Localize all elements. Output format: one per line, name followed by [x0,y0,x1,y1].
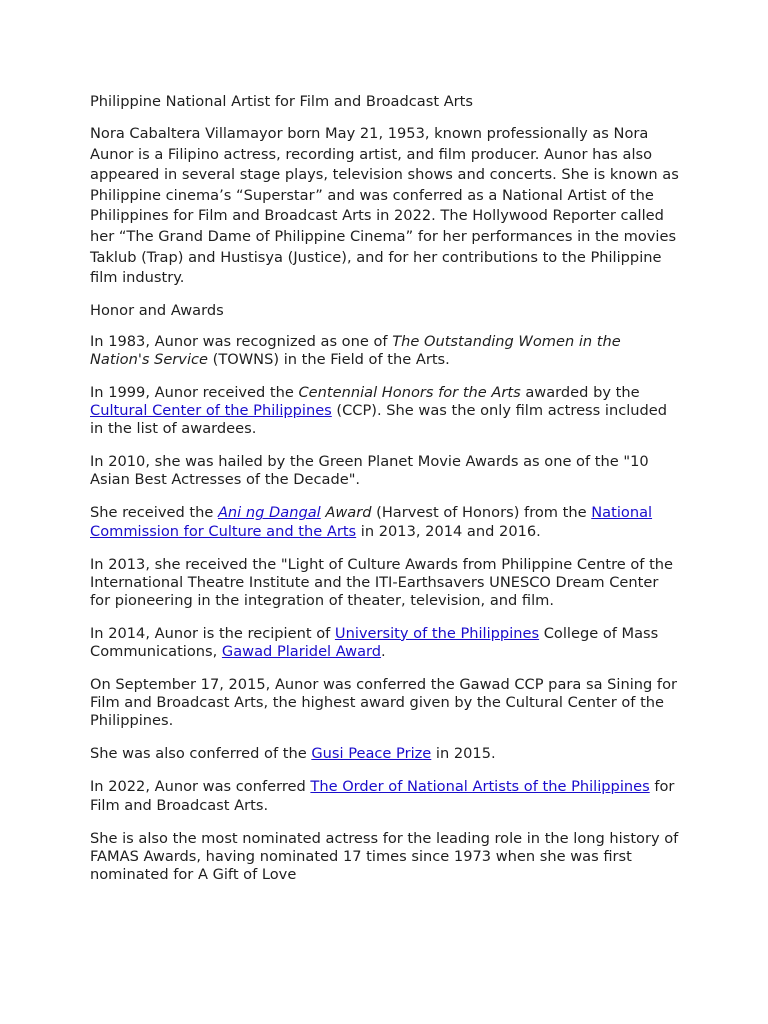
paragraph-1983 [90,333,682,369]
paragraph-2013: In 2013, she received the "Light of Culture Awards from Philippine Centre of the International Theatre Institute and the ITI-Earthsavers UNESCO Dream Center for pioneering in the integration of theater, television, and film. [90,555,674,609]
text-segment: (CCP). She was the only film actress included in the list of awardees. [90,402,668,438]
text-segment: for Film and Broadcast Arts. [90,778,675,814]
document-body [90,92,682,899]
text-segment: in 2013, 2014 and 2016. [356,522,541,540]
link-gusi-peace-prize[interactable]: Gusi Peace Prize [311,745,432,763]
paragraph-1999 [90,384,682,438]
paragraph-2022 [90,778,682,814]
text-segment: She was also conferred of the [90,745,312,763]
text-segment: In 1999, Aunor received the [90,383,299,401]
text-segment: She received the [90,504,218,522]
text-segment: (TOWNS) in the Field of the Arts. [208,350,450,368]
link-ani-ng-dangal[interactable] [218,504,321,521]
document-heading: Philippine National Artist for Film and Broadcast Arts [90,93,473,110]
paragraph-2010: In 2010, she was hailed by the Green Planet Movie Awards as one of the "10 Asian Best Actresses of the Decade". [90,453,649,489]
award-title: The Outstanding Women in the Nation's Service [90,332,621,368]
text-segment: In 2014, Aunor is the recipient of [90,624,335,642]
link-cultural-center[interactable]: Cultural Center of the Philippines [90,402,332,420]
link-gawad-plaridel[interactable]: Gawad Plaridel Award [221,642,382,660]
text-segment: In 1983, Aunor was recognized as one of [90,332,393,350]
award-title: Centennial Honors for the Arts [298,383,521,401]
paragraph-ani-ng-dangal [90,504,682,540]
paragraph-2014 [90,625,682,661]
link-university-of-the-philippines[interactable]: University of the Philippines [334,624,540,642]
intro-paragraph: Nora Cabaltera Villamayor born May 21, 1953, known professionally as Nora Aunor is a Filipino actress, recording artist, and film producer. Aunor has also appeared in several stage plays, television shows and concerts. She is known as Philippine cinema’s “Superstar” and was conferred as a National Artist of the Philippines for Film and Broadcast Arts in 2022. The Hollywood Reporter called her “The Grand Dame of Philippine Cinema” for her performances in the movies Taklub (Trap) and Hustisya (Justice), and for her contributions to the Philippine film industry. [90,125,679,287]
award-title-suffix: Award [320,504,372,522]
text-segment: College of Mass Communications, [90,624,659,660]
link-ncca[interactable]: National Commission for Culture and the Arts [90,504,653,540]
paragraph-2015: On September 17, 2015, Aunor was conferred the Gawad CCP para sa Sining for Film and Broadcast Arts, the highest award given by the Cultural Center of the Philippines. [90,676,677,730]
text-segment: awarded by the [520,383,640,401]
paragraph-gusi [90,745,682,763]
text-segment: (Harvest of Honors) from the [371,504,592,522]
text-segment: in 2015. [431,745,496,763]
paragraph-famas: She is also the most nominated actress for the leading role in the long history of FAMAS Awards, having nominated 17 times since 1973 when she was first nominated for A Gift of Love [90,829,679,883]
text-segment: In 2022, Aunor was conferred [90,778,311,796]
link-order-of-national-artists[interactable]: The Order of National Artists of the Philippines [310,778,650,796]
text-segment: . [381,642,386,660]
awards-heading: Honor and Awards [90,301,224,319]
award-title: Ani ng Dangal [217,504,321,522]
